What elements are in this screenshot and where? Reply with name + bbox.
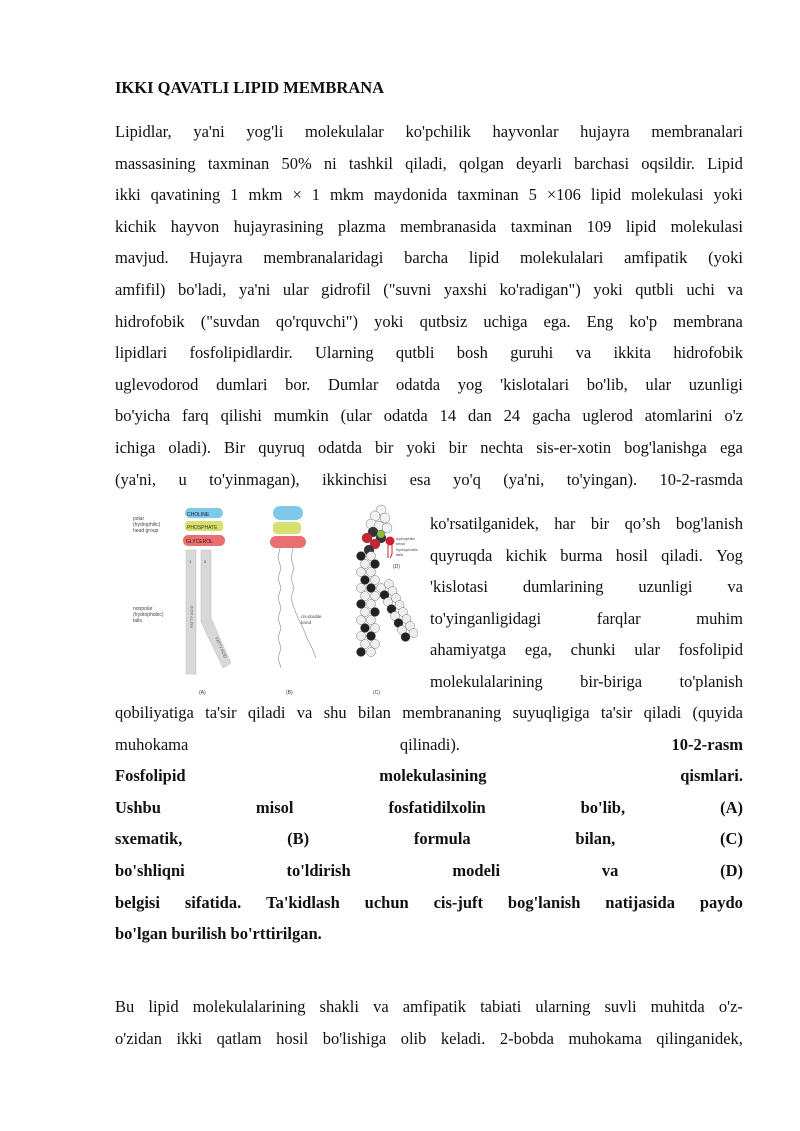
paragraph-1-line: amfifil) bo'ladi, ya'ni ular gidrofil ("suvni yaxshi ko'radigan") yoki qutbli uchi va bbox=[115, 279, 743, 299]
caption-block bbox=[115, 697, 743, 950]
paragraph-1-line: mavjud. Hujayra membranalaridagi barcha lipid molekulalari amfipatik (yoki bbox=[115, 248, 743, 268]
paragraph-1-line: ikki qavatining 1 mkm × 1 mkm maydonida taxminan 5 ×106 lipid molekulasi yoki bbox=[115, 185, 743, 205]
paragraph-1-line: massasining taxminan 50% ni tashkil qiladi, qolgan deyarli barchasi oqsildir. Lipid bbox=[115, 153, 743, 173]
paragraph-1-line: bo'yicha farq qilishi mumkin (ular odatda 14 dan 24 gacha uglerod atomlarini o'z bbox=[115, 406, 743, 426]
label-nonpolar: nonpolar bbox=[133, 606, 153, 612]
formula-glycerol bbox=[270, 536, 306, 548]
caption-line: belgisi sifatida. Ta'kidlash uchun cis-juft bog'lanish natijasida paydo bbox=[115, 892, 743, 912]
paragraph-1-line: (ya'ni, u to'yinmagan), ikkinchisi esa yo'q (ya'ni, to'yingan). 10-2-rasmda bbox=[115, 469, 743, 489]
formula-phosphate bbox=[273, 522, 301, 534]
label-hydrophilic: (hydrophilic) bbox=[133, 522, 161, 528]
caption-line: bo'lgan burilish bo'rttirilgan. bbox=[115, 924, 322, 944]
label-tails-2: tails bbox=[396, 552, 404, 557]
atom bbox=[361, 592, 370, 601]
label-head: head bbox=[396, 541, 405, 546]
atom bbox=[357, 648, 366, 657]
atom bbox=[357, 600, 366, 609]
label-polar: polar bbox=[133, 516, 145, 522]
fatty-acid-tail-2 bbox=[201, 550, 231, 668]
page-title: IKKI QAVATLI LIPID MEMBRANA bbox=[115, 78, 385, 97]
label-tails: tails bbox=[133, 618, 142, 624]
wrapped-line: ko'rsatilganidek, har bir qo’sh bog'lanish bbox=[430, 514, 743, 533]
caption-line: bo'shliqni to'ldirish modeli va (D) bbox=[115, 860, 743, 880]
atom bbox=[357, 552, 366, 561]
label-fatty-acid-2: FATTY ACID bbox=[214, 636, 229, 659]
atom bbox=[361, 640, 370, 649]
atom bbox=[357, 616, 366, 625]
atom bbox=[367, 552, 376, 561]
atom bbox=[357, 632, 366, 641]
wrapped-line: ahamiyatga ega, chunki ular fosfolipid bbox=[430, 640, 743, 660]
formula-choline bbox=[273, 506, 303, 520]
wrapped-line: quyruqda kichik burma hosil qiladi. Yog bbox=[430, 545, 743, 565]
caption-line: sxematik, (B) formula bilan, (C) bbox=[115, 829, 743, 849]
paragraph-2-line: o'zidan ikki qatlam hosil bo'lishiga olib keladi. 2-bobda muhokama qilinganidek, bbox=[115, 1028, 743, 1048]
atom bbox=[367, 584, 376, 593]
label-fatty-acid-1: FATTY ACID bbox=[189, 605, 194, 628]
atom bbox=[361, 608, 370, 617]
wrapped-text-column bbox=[430, 508, 743, 698]
atom bbox=[367, 568, 376, 577]
after-figure-line: qobiliyatiga ta'sir qiladi va shu bilan membrananing suyuqligiga ta'sir qiladi (quyida bbox=[115, 703, 743, 722]
paragraph-1-line: ichiga oladi). Bir quyruq odatda bir yoki bir nechta sis-er-xotin bog'lanishga ega bbox=[115, 437, 743, 457]
label-cis-double: cis-double bbox=[301, 614, 322, 619]
atom bbox=[367, 616, 376, 625]
space-filling-model bbox=[357, 505, 419, 657]
atom bbox=[371, 624, 380, 633]
atom bbox=[367, 600, 376, 609]
label-glycerol: GLYCEROL bbox=[186, 539, 213, 545]
atom bbox=[361, 624, 370, 633]
atom bbox=[361, 560, 370, 569]
atom bbox=[367, 648, 376, 657]
atom bbox=[357, 568, 366, 577]
label-choline: CHOLINE bbox=[187, 512, 210, 518]
caption-line: Ushbu misol fosfatidilxolin bo'lib, (A) bbox=[115, 797, 743, 817]
wrapped-line: 'kislotasi dumlarining uzunligi va bbox=[430, 577, 743, 597]
caption-line: muhokama qilinadi). 10-2-rasm bbox=[115, 734, 743, 754]
atom bbox=[357, 584, 366, 593]
label-hydrophobic-tails: hydrophobic bbox=[396, 547, 418, 552]
atom bbox=[377, 530, 385, 538]
label-bond: bond bbox=[301, 620, 312, 625]
label-panel-a: (A) bbox=[199, 690, 206, 696]
paragraph-1 bbox=[115, 116, 743, 495]
atom bbox=[361, 576, 370, 585]
atom bbox=[409, 629, 418, 638]
label-hydrophilic-head: hydrophilic bbox=[396, 536, 416, 541]
label-head-group: head group bbox=[133, 528, 159, 534]
phospholipid-diagram bbox=[123, 498, 418, 698]
atom bbox=[371, 592, 380, 601]
symbol-head bbox=[386, 537, 395, 546]
phospholipid-figure bbox=[123, 498, 418, 698]
label-panel-d: (D) bbox=[393, 564, 400, 570]
label-num2: 2 bbox=[204, 559, 207, 564]
wrapped-line: to'yinganligidagi farqlar muhim bbox=[430, 608, 743, 628]
atom bbox=[371, 608, 380, 617]
atom bbox=[371, 560, 380, 569]
paragraph-1-line: kichik hayvon hujayrasining plazma membranasida taxminan 109 lipid molekulasi bbox=[115, 216, 743, 236]
paragraph-1-line: Lipidlar, ya'ni yog'li molekulalar ko'pchilik hayvonlar hujayra membranalari bbox=[115, 122, 743, 141]
label-phosphate: PHOSPHATE bbox=[187, 525, 218, 531]
atom bbox=[371, 640, 380, 649]
paragraph-1-line: uglevodorod dumlari bor. Dumlar odatda yog 'kislotalari bo'lib, ular uzunligi bbox=[115, 374, 743, 394]
formula-tails bbox=[278, 548, 316, 668]
paragraph-2-line: Bu lipid molekulalarining shakli va amfipatik tabiati ularning suvli muhitda o'z- bbox=[115, 997, 743, 1016]
atom bbox=[371, 576, 380, 585]
atom bbox=[401, 633, 410, 642]
label-panel-b: (B) bbox=[286, 690, 293, 696]
label-hydrophobic: (hydrophobic) bbox=[133, 612, 164, 618]
paragraph-1-line: hidrofobik ("suvdan qo'rquvchi") yoki qutbsiz uchiga ega. Eng ko'p membrana bbox=[115, 311, 743, 331]
label-panel-c: (C) bbox=[373, 690, 380, 696]
wrapped-line: molekulalarining bir-biriga to'planish bbox=[430, 671, 743, 691]
paragraph-1-line: lipidlari fosfolipidlardir. Ularning qutbli bosh guruhi va ikkita hidrofobik bbox=[115, 343, 743, 363]
symbol-tails bbox=[388, 545, 392, 558]
atom bbox=[367, 632, 376, 641]
label-num1: 1 bbox=[189, 559, 192, 564]
caption-line: Fosfolipid molekulasining qismlari. bbox=[115, 766, 743, 786]
paragraph-2 bbox=[115, 991, 743, 1054]
